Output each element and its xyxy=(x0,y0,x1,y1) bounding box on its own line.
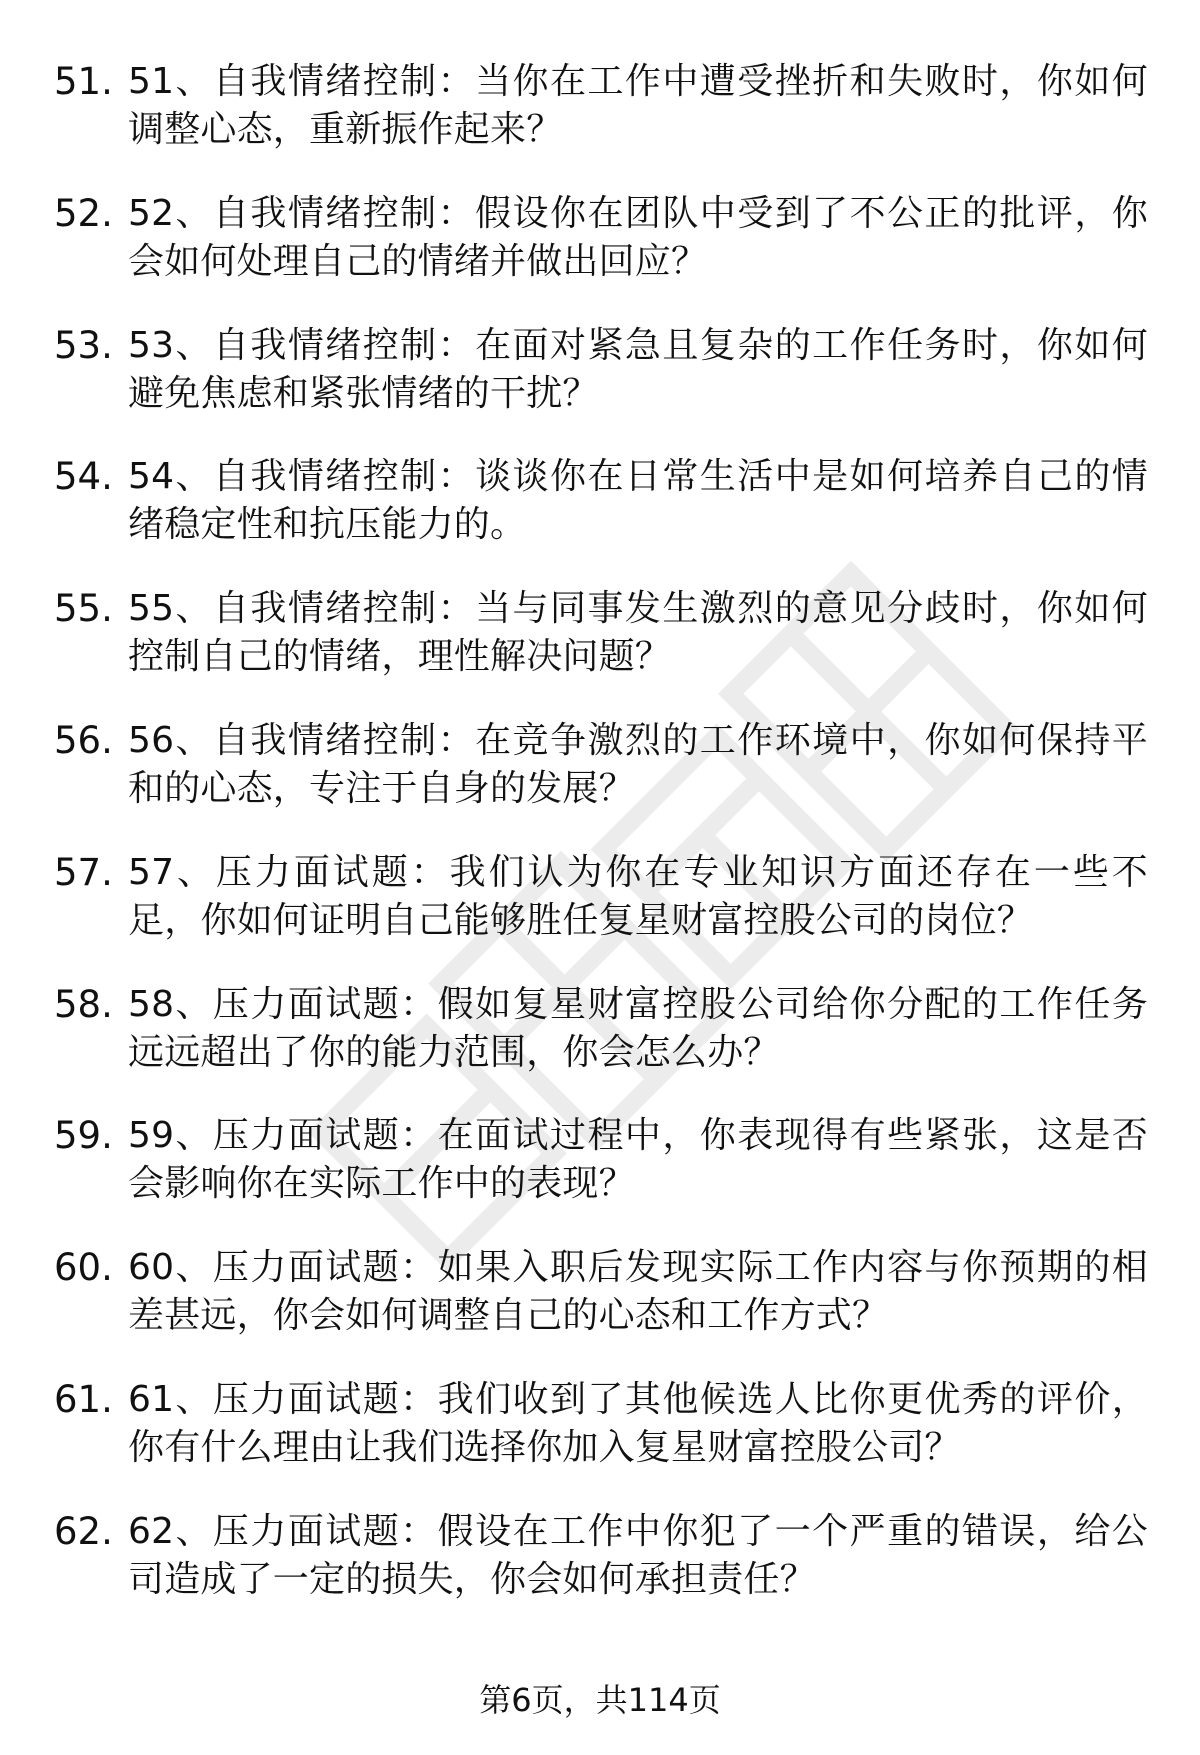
question-list xyxy=(0,58,1200,1640)
question-number: 51. xyxy=(54,60,113,103)
list-item xyxy=(0,1376,1200,1508)
question-number: 54. xyxy=(54,455,113,499)
list-item xyxy=(0,1112,1200,1244)
list-item xyxy=(0,1508,1200,1640)
question-text: 52、自我情绪控制：假设你在团队中受到了不公正的批评，你会如何处理自己的情绪并做出回应？ xyxy=(128,192,1148,282)
page-footer: 第6页，共114页 xyxy=(479,1681,721,1719)
question-number: 59. xyxy=(54,1114,113,1158)
question-number: 56. xyxy=(54,718,113,762)
question-number: 62. xyxy=(54,1509,113,1553)
question-text: 57、压力面试题：我们认为你在专业知识方面还存在一些不足，你如何证明自己能够胜任复星财富控股公司的岗位？ xyxy=(128,851,1148,941)
list-item xyxy=(0,453,1200,585)
question-text: 60、压力面试题：如果入职后发现实际工作内容与你预期的相差甚远，你会如何调整自己的心态和工作方式？ xyxy=(128,1247,1148,1337)
list-item xyxy=(0,585,1200,717)
question-number: 58. xyxy=(54,982,113,1026)
list-item xyxy=(0,849,1200,981)
question-text: 51、自我情绪控制：当你在工作中遭受挫折和失败时，你如何调整心态，重新振作起来？ xyxy=(128,61,1148,150)
list-item xyxy=(0,717,1200,849)
question-text: 54、自我情绪控制：谈谈你在日常生活中是如何培养自己的情绪稳定性和抗压能力的。 xyxy=(128,456,1148,546)
question-number: 55. xyxy=(54,587,113,631)
list-item xyxy=(0,322,1200,454)
list-item xyxy=(0,58,1200,190)
question-text: 53、自我情绪控制：在面对紧急且复杂的工作任务时，你如何避免焦虑和紧张情绪的干扰？ xyxy=(128,324,1148,414)
question-number: 52. xyxy=(54,191,113,235)
question-number: 53. xyxy=(54,323,113,367)
list-item xyxy=(0,190,1200,322)
question-text: 58、压力面试题：假如复星财富控股公司给你分配的工作任务远远超出了你的能力范围，你会怎么办？ xyxy=(128,983,1148,1073)
question-text: 59、压力面试题：在面试过程中，你表现得有些紧张，这是否会影响你在实际工作中的表现？ xyxy=(128,1115,1148,1205)
question-number: 57. xyxy=(54,850,113,894)
question-text: 62、压力面试题：假设在工作中你犯了一个严重的错误，给公司造成了一定的损失，你会如何承担责任？ xyxy=(128,1510,1148,1600)
list-item xyxy=(0,981,1200,1113)
question-text: 61、压力面试题：我们收到了其他候选人比你更优秀的评价，你有什么理由让我们选择你加入复星财富控股公司？ xyxy=(128,1378,1148,1468)
question-number: 61. xyxy=(54,1377,113,1421)
question-text: 55、自我情绪控制：当与同事发生激烈的意见分歧时，你如何控制自己的情绪，理性解决问题？ xyxy=(128,588,1148,678)
question-text: 56、自我情绪控制：在竞争激烈的工作环境中，你如何保持平和的心态，专注于自身的发展？ xyxy=(128,719,1148,809)
list-item xyxy=(0,1244,1200,1376)
question-number: 60. xyxy=(54,1246,113,1290)
